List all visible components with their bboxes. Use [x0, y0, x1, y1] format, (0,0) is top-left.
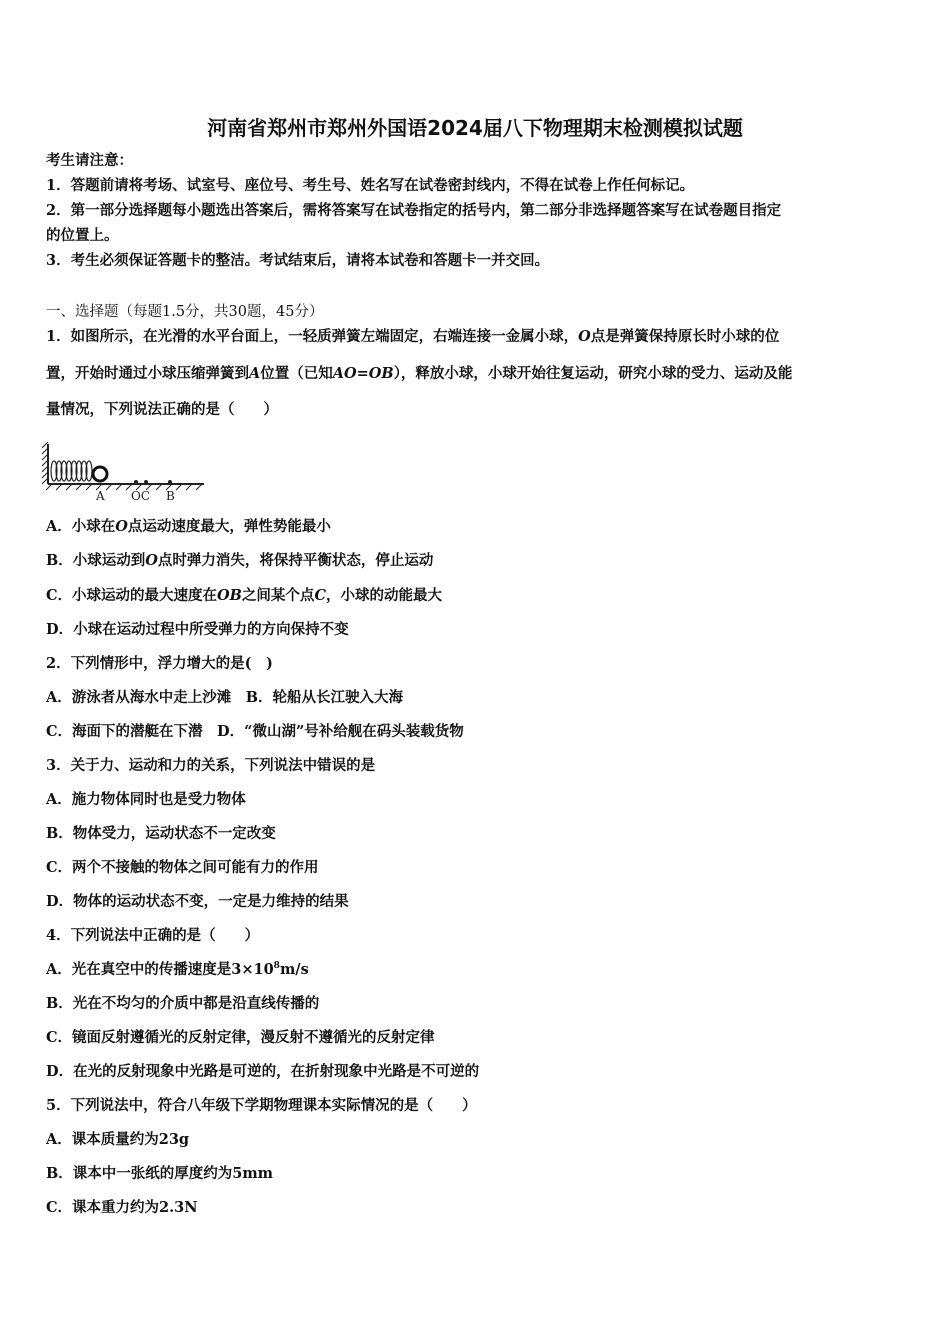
- q1-option-a-point: O: [115, 518, 128, 535]
- q1-option-a-text: A．小球在: [46, 518, 116, 535]
- q1-option-b: [46, 551, 433, 571]
- q1-option-c-segment: OB: [217, 587, 242, 604]
- q2-options-cd: C．海面下的潜艇在下潜 D．“微山湖”号补给舰在码头装载货物: [46, 723, 464, 740]
- page-title: 河南省郑州市郑州外国语2024届八下物理期末检测模拟试题: [207, 116, 743, 140]
- q4-stem: 4．下列说法中正确的是（ ）: [46, 927, 260, 944]
- label-a: A: [96, 489, 105, 503]
- q1-text: 置，开始时通过小球压缩弹簧到: [46, 365, 249, 382]
- q5-option-c: C．课本重力约为2.3N: [46, 1199, 198, 1216]
- q1-option-a: [46, 517, 331, 537]
- q1-option-d: D．小球在运动过程中所受弹力的方向保持不变: [46, 621, 349, 638]
- q4-option-d: D．在光的反射现象中光路是可逆的，在折射现象中光路是不可逆的: [46, 1063, 480, 1080]
- notice-item-2: 2．第一部分选择题每小题选出答案后，需将答案写在试卷指定的括号内，第二部分非选择题答案写在试卷题目指定: [46, 202, 782, 219]
- q4-option-b: B．光在不均匀的介质中都是沿直线传播的: [46, 995, 320, 1012]
- q1-option-c-text: 之间某个点: [241, 587, 315, 604]
- q1-equation: AO=OB: [332, 365, 394, 382]
- q1-option-b-text: 点时弹力消失，将保持平衡状态，停止运动: [157, 552, 434, 569]
- q1-point-a: A: [249, 365, 261, 382]
- q1-text: 点是弹簧保持原长时小球的位: [590, 328, 780, 345]
- q1-option-c-text: C．小球运动的最大速度在: [46, 587, 218, 604]
- spring-ball-diagram: [42, 440, 212, 506]
- q5-option-b: B．课本中一张纸的厚度约为5mm: [46, 1165, 274, 1182]
- section-heading: 一、选择题（每题1.5分，共30题，45分）: [46, 304, 324, 320]
- q3-option-d: D．物体的运动状态不变，一定是力维持的结果: [46, 893, 349, 910]
- q1-option-b-point: O: [145, 552, 158, 569]
- q4-option-a: [46, 960, 309, 980]
- q1-option-c: [46, 586, 442, 606]
- point-o-dot: [134, 480, 138, 484]
- q2-stem: 2．下列情形中，浮力增大的是( ): [46, 655, 273, 672]
- q4-option-c: C．镜面反射遵循光的反射定律，漫反射不遵循光的反射定律: [46, 1029, 435, 1046]
- q1-stem-line2: [46, 364, 792, 384]
- notice-item-1: 1．答题前请将考场、试室号、座位号、考生号、姓名写在试卷密封线内，不得在试卷上作任何标记。: [46, 177, 695, 194]
- point-c-dot: [144, 480, 148, 484]
- q1-stem-line3: 量情况，下列说法正确的是（ ）: [46, 401, 278, 418]
- q5-stem: 5．下列说法中，符合八年级下学期物理课本实际情况的是（ ）: [46, 1097, 477, 1114]
- q5-option-a: A．课本质量约为23g: [46, 1131, 190, 1148]
- q1-stem-line1: [46, 327, 779, 347]
- q1-text: 1．如图所示，在光滑的水平台面上，一轻质弹簧左端固定，右端连接一金属小球，: [46, 328, 579, 345]
- q4-option-a-text: A．光在真空中的传播速度是3×10: [46, 961, 274, 978]
- q1-option-a-text: 点运动速度最大，弹性势能最小: [127, 518, 331, 535]
- notice-item-2-cont: 的位置上。: [46, 227, 119, 244]
- q1-option-b-text: B．小球运动到: [46, 552, 146, 569]
- q3-option-a: A．施力物体同时也是受力物体: [46, 791, 246, 808]
- q4-option-a-exponent: 8: [273, 961, 280, 972]
- q1-option-c-point: C: [314, 587, 326, 604]
- q1-text: 位置（已知: [260, 365, 333, 382]
- spring-coil: [51, 461, 92, 481]
- q1-text: ），释放小球，小球开始往复运动，研究小球的受力、运动及能: [393, 365, 793, 382]
- metal-ball: [93, 467, 107, 481]
- point-b-dot: [168, 480, 172, 484]
- q2-options-ab: A．游泳者从海水中走上沙滩 B．轮船从长江驶入大海: [46, 689, 404, 706]
- notice-item-3: 3．考生必须保证答题卡的整洁。考试结束后，请将本试卷和答题卡一并交回。: [46, 252, 550, 269]
- label-oc: OC: [131, 489, 151, 503]
- notice-heading: 考生请注意：: [46, 152, 133, 169]
- q4-option-a-unit: m/s: [279, 961, 309, 978]
- label-b: B: [166, 489, 175, 503]
- q3-option-c: C．两个不接触的物体之间可能有力的作用: [46, 859, 319, 876]
- q1-option-c-text: ，小球的动能最大: [325, 587, 442, 604]
- q3-stem: 3．关于力、运动和力的关系，下列说法中错误的是: [46, 757, 376, 774]
- q1-point-o: O: [578, 328, 591, 345]
- q3-option-b: B．物体受力，运动状态不一定改变: [46, 825, 276, 842]
